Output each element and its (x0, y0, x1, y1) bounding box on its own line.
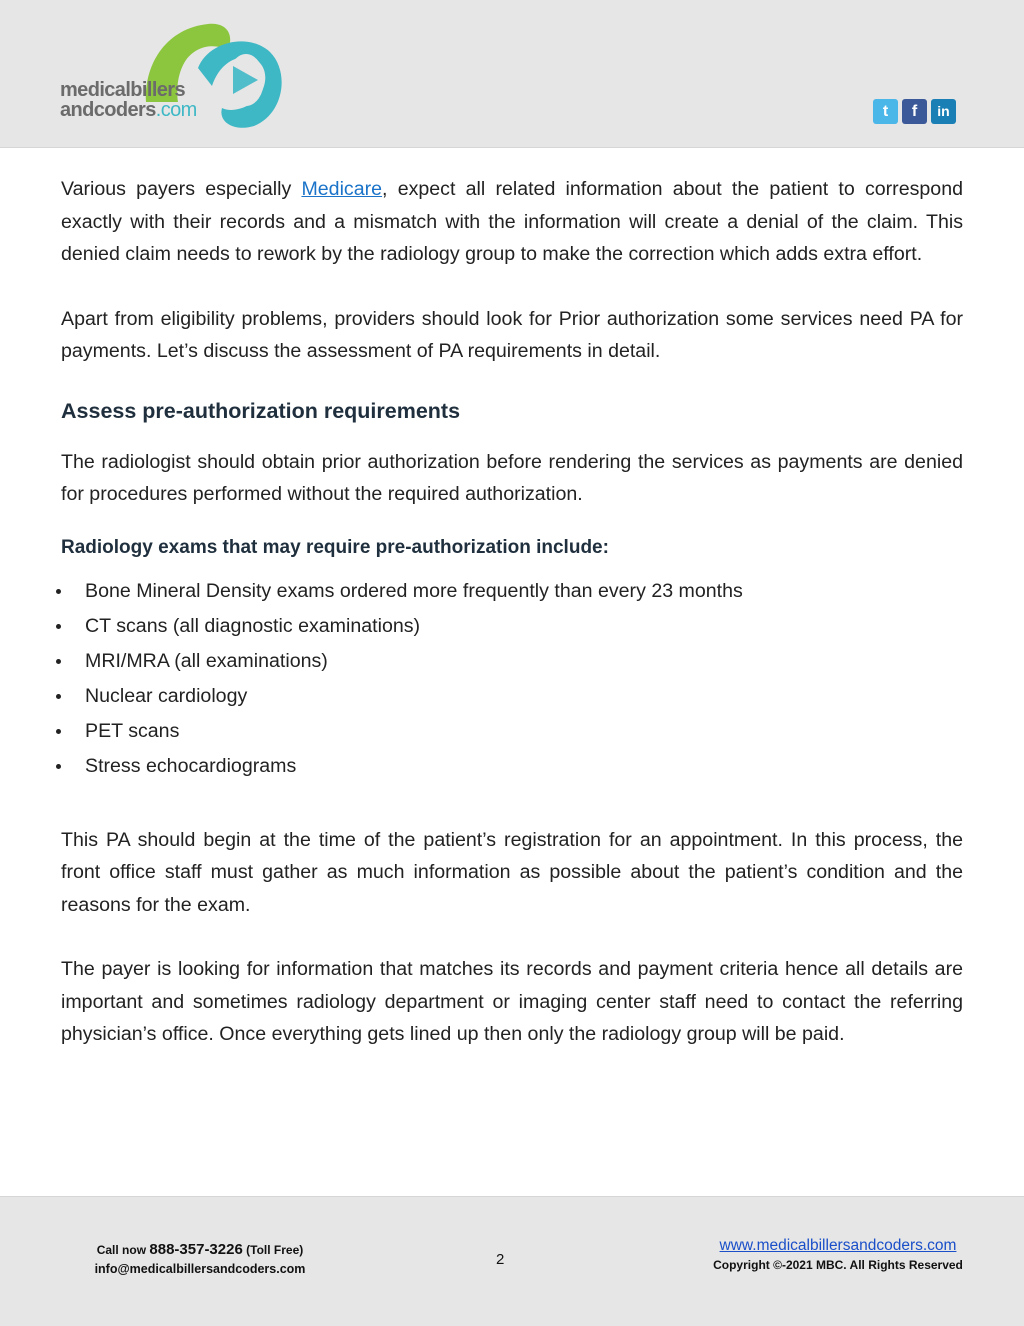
contact-info (82, 1241, 318, 1276)
list-item: MRI/MRA (all examinations) (61, 644, 963, 679)
list-item: Stress echocardiograms (61, 749, 963, 784)
paragraph-eligibility: Apart from eligibility problems, providers should look for Prior authorization some services need PA for payments. Let’s discuss the assessment of PA requirements in detail. (61, 307, 963, 362)
paragraph-payer: The payer is looking for information that matches its records and payment criteria hence all details are important and sometimes radiology department or imaging center staff need to contact the referring physician’s office. Once everything gets lined up then only the radiology group will be paid. (61, 958, 963, 1045)
website-link[interactable]: www.medicalbillersandcoders.com (719, 1237, 957, 1254)
email-address[interactable]: info@medicalbillersandcoders.com (94, 1262, 306, 1276)
twitter-icon[interactable]: t (873, 99, 898, 124)
intro-text-after: , expect all related information about the patient to correspond exactly with their records and a mismatch with the information will create a denial of the claim. This denied claim needs to rework by the radiology group to make the correction which adds extra effort. (61, 178, 963, 265)
page-header (0, 0, 1024, 148)
medicare-link[interactable]: Medicare (301, 178, 383, 200)
intro-text-before: Various payers especially (61, 178, 302, 200)
page-number: 2 (496, 1251, 505, 1268)
toll-free-label: (Toll Free) (242, 1243, 304, 1257)
linkedin-icon[interactable]: in (931, 99, 956, 124)
list-heading: Radiology exams that may require pre-authorization include: (61, 536, 609, 558)
list-item: CT scans (all diagnostic examinations) (61, 609, 963, 644)
list-item: Bone Mineral Density exams ordered more frequently than every 23 months (61, 574, 963, 609)
exam-list (61, 574, 963, 784)
logo-wordmark (60, 80, 197, 120)
paragraph-pa-timing: This PA should begin at the time of the patient’s registration for an appointment. In this process, the front office staff must gather as much information as possible about the patient’s condition and the reasons for the exam. (61, 828, 963, 916)
paragraph-radiologist: The radiologist should obtain prior authorization before rendering the services as payments are denied for procedures performed without the required authorization. (61, 450, 963, 505)
company-logo[interactable] (58, 22, 290, 130)
logo-line2: andcoders (60, 99, 156, 121)
list-item: Nuclear cardiology (61, 679, 963, 714)
logo-suffix: .com (155, 99, 197, 121)
social-links (873, 99, 956, 125)
logo-line1: medicalbillers (60, 79, 185, 101)
section-heading: Assess pre-authorization requirements (61, 398, 461, 423)
page-footer (0, 1196, 1024, 1326)
phone-number[interactable]: 888-357-3226 (149, 1241, 243, 1258)
call-prefix: Call now (96, 1243, 150, 1257)
paragraph-intro (61, 173, 963, 271)
site-info (700, 1237, 976, 1272)
list-item: PET scans (61, 714, 963, 749)
copyright-text: Copyright ©-2021 MBC. All Rights Reserved (713, 1258, 963, 1272)
document-body (61, 173, 963, 1051)
facebook-icon[interactable]: f (902, 99, 927, 124)
